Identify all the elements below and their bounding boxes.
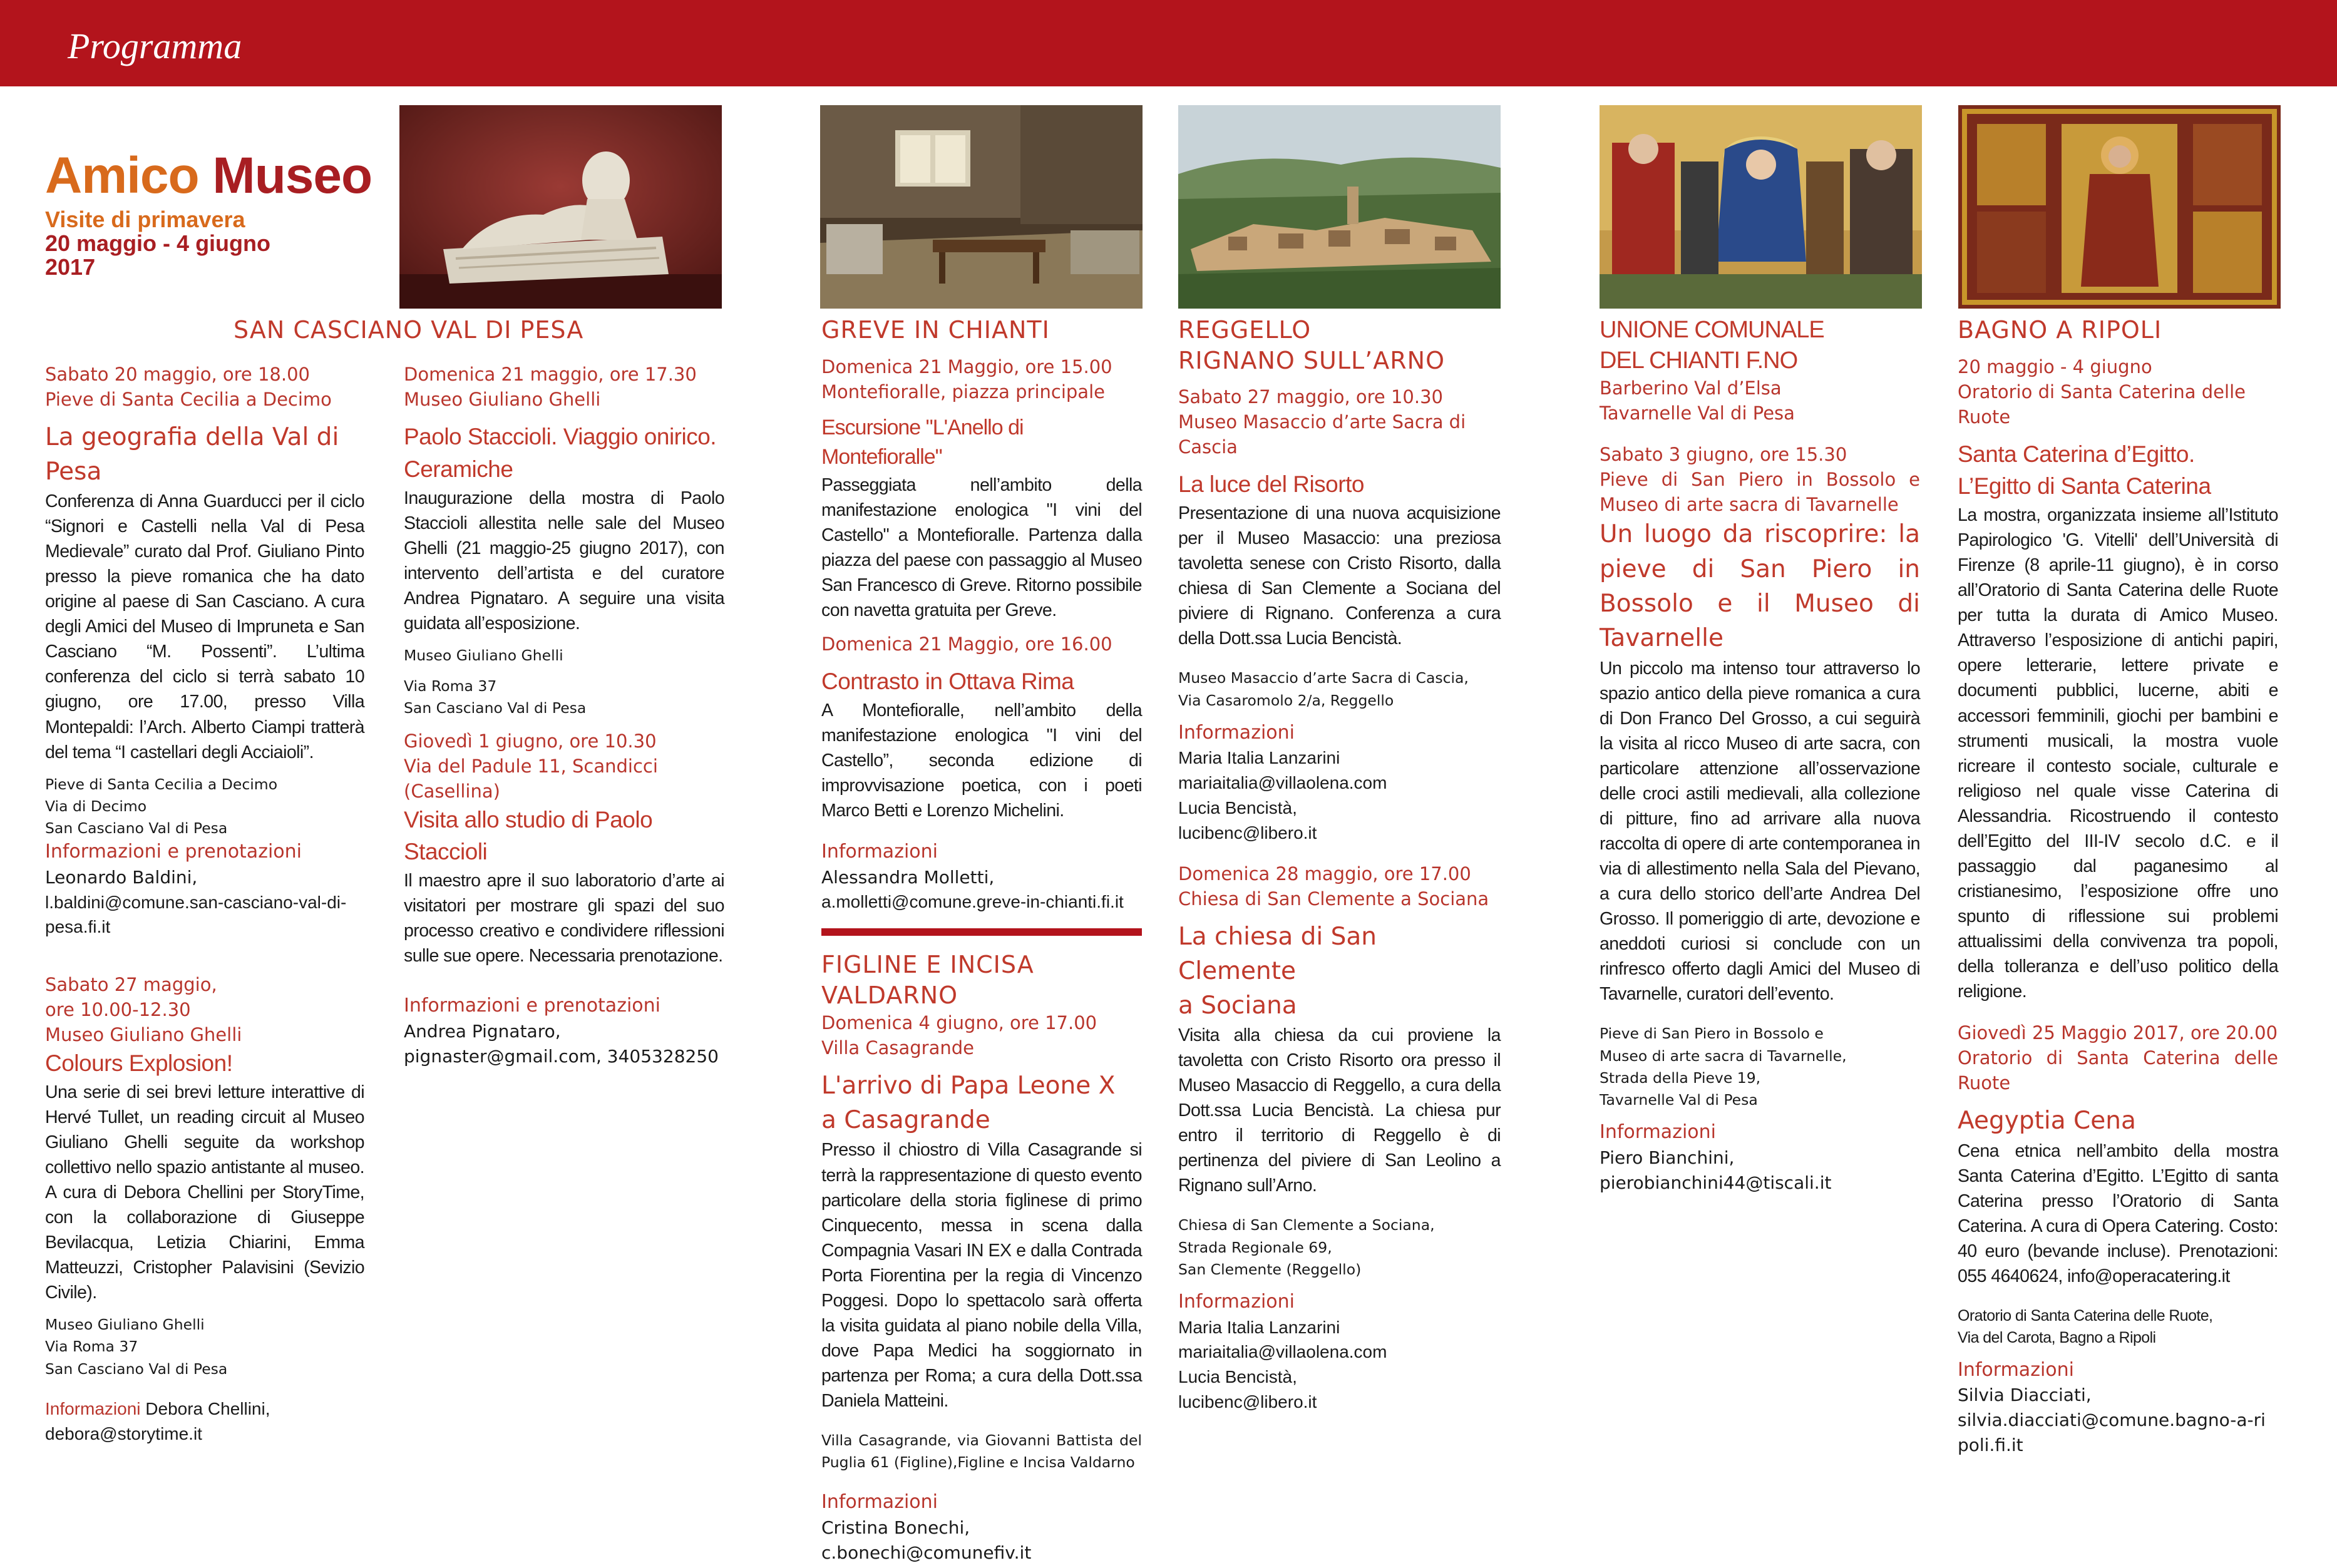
event-description: Visita alla chiesa da cui proviene la tavoletta con Cristo Risorto ora presso il Museo Masaccio di Reggello, a cura della Dott.ssa Lucia Bencistà. La chiesa pur entro il territorio di Reggello è di pertinenza del piviere di San Leolino a Rignano sull’Arno. bbox=[1178, 1025, 1501, 1196]
event-description: Il maestro apre il suo laboratorio d’arte ai visitatori per mostrare gli spazi del suo processo creativo e condividere riflessioni sulle sue opere. Necessaria prenotazione. bbox=[404, 871, 724, 966]
info-label: Informazioni e prenotazioni bbox=[404, 995, 660, 1017]
san-casciano-title-block bbox=[234, 315, 584, 346]
event-title: Escursione "L'Anello di Montefioralle" bbox=[821, 415, 1024, 469]
event-meta: Museo Giuliano Ghelli bbox=[404, 389, 601, 411]
event-meta: Domenica 21 Maggio, ore 15.00 bbox=[821, 356, 1112, 377]
event-title: La chiesa di San Clemente bbox=[1178, 923, 1377, 985]
event-meta: Oratorio di Santa Caterina delle Ruote bbox=[1958, 381, 2246, 428]
event-title: Paolo Staccioli. Viaggio onirico. bbox=[404, 424, 717, 450]
event-title: Pesa bbox=[45, 457, 102, 486]
san-casciano-title: SAN CASCIANO VAL DI PESA bbox=[234, 316, 584, 344]
event-meta: Sabato 3 giugno, ore 15.30 bbox=[1600, 444, 1847, 466]
event-description: Passeggiata nell’ambito della manifestazione enologica "I vini del Castello" a Montefioralle. Partenza dalla piazza del paese con passaggio al Museo San Francesco di Greve. Ritorno possibile con navetta gratuita per Greve. bbox=[821, 474, 1142, 620]
event-meta: Via del Padule 11, Scandicci bbox=[404, 755, 658, 777]
greve-title: GREVE IN CHIANTI bbox=[821, 316, 1050, 344]
logo-name bbox=[45, 147, 383, 204]
event-address: Via del Carota, Bagno a Ripoli bbox=[1958, 1328, 2156, 1346]
hill-town-photo bbox=[1178, 105, 1501, 309]
event-title: Visita allo studio di Paolo bbox=[404, 806, 653, 833]
info-label: Informazioni bbox=[821, 1491, 938, 1514]
etruscan-urn-photo bbox=[399, 105, 722, 309]
event-meta: Sabato 27 maggio, bbox=[45, 974, 217, 996]
event-description: Un piccolo ma intenso tour attraverso lo spazio antico della pieve romanica a cura di Don Franco Del Grosso, a cui seguirà la visita al ricco Museo di arte sacra, con particolare attenzione all’osservazione delle croci astili medievali, alla collezione di pitture, fino ad arrivare alla nuova raccolta di opere di arte contemporanea in via di allestimento nella Sala del Pievano, a cura dello storico dell’arte Andrea Del Grosso. Il pomeriggio di arte, devozione e aneddoti curiosi si conclude con un rinfresco offerto dagli Amici del Museo di Tavarnelle, curatori dell’evento. bbox=[1600, 658, 1920, 1005]
contact-name: Silvia Diacciati, bbox=[1958, 1385, 2092, 1406]
event-meta: Sabato 20 maggio, ore 18.00 bbox=[45, 364, 310, 385]
event-title: Staccioli bbox=[404, 839, 488, 865]
info-label: Informazioni bbox=[1178, 721, 1295, 744]
contact-name: Alessandra Molletti, bbox=[821, 866, 995, 888]
contact-email[interactable]: pignaster@gmail.com, 3405328250 bbox=[404, 1045, 719, 1067]
amico-museo-logo bbox=[45, 147, 383, 280]
event-address: San Casciano Val di Pesa bbox=[45, 819, 228, 838]
reggello-title: REGGELLO bbox=[1178, 316, 1312, 344]
event-meta: Pieve di San Piero in Bossolo e Museo di arte sacra di Tavarnelle bbox=[1600, 469, 1920, 516]
kitchen-interior-photo bbox=[820, 105, 1143, 309]
unione-column bbox=[1600, 315, 1920, 1195]
info-label: Informazioni bbox=[821, 841, 938, 863]
unione-title: UNIONE COMUNALE bbox=[1600, 317, 1824, 343]
event-title: Colours Explosion! bbox=[45, 1050, 233, 1077]
event-address: Via Roma 37 bbox=[45, 1338, 138, 1356]
event-meta: Domenica 21 maggio, ore 17.30 bbox=[404, 364, 697, 385]
contact-email[interactable]: lucibenc@libero.it bbox=[1178, 822, 1317, 843]
event-meta: Sabato 27 maggio, ore 10.30 bbox=[1178, 386, 1443, 408]
event-title: Un luogo da riscoprire: la pieve di San Piero in Bossolo e il Museo di Tavarnelle bbox=[1600, 520, 1920, 653]
event-meta: Oratorio di Santa Caterina delle Ruote bbox=[1958, 1047, 2278, 1094]
logo-name-part2: Museo bbox=[212, 147, 372, 204]
contact-email[interactable]: a.molletti@comune.greve-in-chianti.fi.it bbox=[821, 892, 1124, 912]
contact-email[interactable]: poli.fi.it bbox=[1958, 1434, 2023, 1455]
event-address: Via Casaromolo 2/a, Reggello bbox=[1178, 691, 1394, 709]
madonna-saints-painting bbox=[1600, 105, 1922, 309]
logo-line3: 2017 bbox=[45, 254, 96, 280]
contact-name: Lucia Bencistà, bbox=[1178, 1367, 1297, 1387]
event-address: Oratorio di Santa Caterina delle Ruote, bbox=[1958, 1306, 2213, 1325]
greve-column bbox=[821, 315, 1142, 1565]
unione-subtitle: Barberino Val d’Elsa bbox=[1600, 377, 1782, 399]
logo-name-part1: Amico bbox=[45, 147, 199, 204]
event-address: Tavarnelle Val di Pesa bbox=[1600, 1091, 1758, 1109]
contact-email[interactable]: lucibenc@libero.it bbox=[1178, 1391, 1317, 1412]
event-meta: ore 10.00-12.30 bbox=[45, 999, 191, 1021]
contact-name: Lucia Bencistà, bbox=[1178, 797, 1297, 817]
event-address: Museo di arte sacra di Tavarnelle, bbox=[1600, 1047, 1847, 1065]
reggello-column bbox=[1178, 315, 1501, 1415]
contact-email[interactable]: pierobianchini44@tiscali.it bbox=[1600, 1172, 1832, 1193]
event-address: San Clemente (Reggello) bbox=[1178, 1260, 1362, 1278]
event-description: Una serie di sei brevi letture interattive di Hervé Tullet, un reading circuit al Museo Giuliano Ghelli seguite da workshop collettivo nello spazio antistante al museo. A cura di Debora Chellini per StoryTime, con la collaborazione di Giuseppe Bevilacqua, Letizia Chiarini, Emma Matteuzzi, Cristopher Palavisini (Sevizio Civile). bbox=[45, 1082, 364, 1303]
event-meta: (Casellina) bbox=[404, 780, 500, 802]
event-meta: Montefioralle, piazza principale bbox=[821, 381, 1105, 402]
bagno-column bbox=[1958, 315, 2278, 1457]
event-address: San Casciano Val di Pesa bbox=[404, 699, 587, 717]
event-title: a Sociana bbox=[1178, 991, 1297, 1020]
event-meta: Museo Masaccio d’arte Sacra di Cascia bbox=[1178, 411, 1466, 458]
saint-icon-painting bbox=[1958, 105, 2281, 309]
event-address: Museo Masaccio d’arte Sacra di Cascia, bbox=[1178, 669, 1469, 687]
contact-name: Andrea Pignataro, bbox=[404, 1020, 561, 1042]
event-meta: Domenica 28 maggio, ore 17.00 bbox=[1178, 863, 1471, 885]
san-casciano-col-left bbox=[45, 362, 364, 1446]
event-description: Inaugurazione della mostra di Paolo Staccioli allestita nelle sale del Museo Ghelli (21 maggio-25 giugno 2017), con intervento dell’artista e del curatore Andrea Pignataro. A seguire una visita guidata all’esposizione. bbox=[404, 488, 724, 633]
event-meta: Domenica 4 giugno, ore 17.00 bbox=[821, 1012, 1097, 1034]
event-title: Contrasto in Ottava Rima bbox=[821, 669, 1074, 695]
event-address: San Casciano Val di Pesa bbox=[45, 1360, 228, 1378]
event-description: A Montefioralle, nell’ambito della manifestazione enologica "I vini del Castello”, seconda edizione di improvvisazione poetica, con i poeti Marco Betti e Lorenzo Michelini. bbox=[821, 700, 1142, 821]
section-divider bbox=[821, 928, 1142, 936]
event-description: Conferenza di Anna Guarducci per il ciclo “Signori e Castelli nella Val di Pesa Medievale” curato dal Prof. Giuliano Pinto presso la pieve romanica che ha dato origine al paese di San Casciano. A cura degli Amici del Museo di Impruneta e San Casciano “M. Possenti”. L’ultima conferenza del ciclo si terrà sabato 10 giugno, ore 17.00, presso Villa Montepaldi: l’Arch. Alberto Ciampi tratterà del tema “I castellari degli Acciaioli”. bbox=[45, 491, 364, 762]
event-meta: Giovedì 1 giugno, ore 10.30 bbox=[404, 730, 657, 752]
event-title: L'arrivo di Papa Leone X bbox=[821, 1072, 1116, 1100]
event-address: Via Roma 37 bbox=[404, 677, 497, 695]
event-address: Strada della Pieve 19, bbox=[1600, 1068, 1761, 1087]
san-casciano-col-right bbox=[404, 362, 724, 1068]
event-meta: Domenica 21 Maggio, ore 16.00 bbox=[821, 633, 1112, 655]
event-meta: 20 maggio - 4 giugno bbox=[1958, 356, 2152, 377]
event-title: La luce del Risorto bbox=[1178, 471, 1364, 498]
contact-email[interactable]: debora@storytime.it bbox=[45, 1423, 202, 1443]
event-title: Santa Caterina d’Egitto. bbox=[1958, 441, 2195, 467]
contact-name: Debora Chellini, bbox=[140, 1398, 270, 1418]
unione-title: DEL CHIANTI F.NO bbox=[1600, 347, 1798, 374]
contact-name: Maria Italia Lanzarini bbox=[1178, 748, 1340, 768]
event-meta: Museo Giuliano Ghelli bbox=[45, 1024, 242, 1046]
event-description: Presso il chiostro di Villa Casagrande si terrà la rappresentazione di questo evento particolare della storia figlinese di primo Cinquecento, messa in scena dalla Compagnia Vasari IN EX e dalla Contrada Porta Fiorentina per la regia di Vincenzo Poggesi. Dopo lo spettacolo sarà offerta la visita guidata al piano nobile della Villa, dove Papa Medici ha soggiornato in partenza per Roma; a cura della Dott.ssa Daniela Matteini. bbox=[821, 1140, 1142, 1411]
event-meta: Pieve di Santa Cecilia a Decimo bbox=[45, 389, 332, 411]
logo-line2: 20 maggio - 4 giugno bbox=[45, 230, 271, 256]
contact-name: Leonardo Baldini, bbox=[45, 866, 198, 888]
event-address: Museo Giuliano Ghelli bbox=[404, 646, 563, 664]
event-address: Chiesa di San Clemente a Sociana, bbox=[1178, 1216, 1435, 1234]
event-title: a Casagrande bbox=[821, 1105, 990, 1134]
info-label: Informazioni bbox=[1958, 1358, 2074, 1381]
event-meta: Giovedì 25 Maggio 2017, ore 20.00 bbox=[1958, 1022, 2278, 1043]
info-label: Informazioni bbox=[45, 1398, 141, 1418]
unione-subtitle: Tavarnelle Val di Pesa bbox=[1600, 402, 1795, 424]
info-label: Informazioni e prenotazioni bbox=[45, 841, 302, 863]
figline-title: FIGLINE E INCISA VALDARNO bbox=[821, 951, 1034, 1009]
event-address: Museo Giuliano Ghelli bbox=[45, 1316, 205, 1334]
event-address: Pieve di San Piero in Bossolo e bbox=[1600, 1025, 1824, 1043]
event-meta: Chiesa di San Clemente a Sociana bbox=[1178, 888, 1489, 910]
event-title: Ceramiche bbox=[404, 456, 513, 482]
contact-email[interactable]: mariaitalia@villaolena.com bbox=[1178, 1342, 1387, 1362]
event-meta: Villa Casagrande bbox=[821, 1037, 974, 1059]
contact-line bbox=[45, 1396, 364, 1422]
logo-subtitle bbox=[45, 208, 383, 279]
event-address: Via di Decimo bbox=[45, 797, 147, 815]
event-address: Strada Regionale 69, bbox=[1178, 1238, 1332, 1256]
event-address: Pieve di Santa Cecilia a Decimo bbox=[45, 775, 278, 793]
contact-name: Piero Bianchini, bbox=[1600, 1147, 1735, 1168]
contact-email[interactable]: silvia.diacciati@comune.bagno-a-ri bbox=[1958, 1409, 2266, 1430]
event-address: Villa Casagrande, via Giovanni Battista del Puglia 61 (Figline),Figline e Incisa Valdarno bbox=[821, 1431, 1142, 1472]
contact-email[interactable]: c.bonechi@comunefiv.it bbox=[821, 1542, 1032, 1563]
event-title: Aegyptia Cena bbox=[1958, 1106, 2136, 1135]
header-bar bbox=[0, 0, 2337, 86]
event-description: Cena etnica nell’ambito della mostra Santa Caterina d’Egitto. L’Egitto di santa Caterina presso l’Oratorio di Santa Caterina. A cura di Opera Catering. Costo: 40 euro (bevande incluse). Prenotazioni: 055 4640624, info@operacatering.it bbox=[1958, 1140, 2278, 1286]
event-description: Presentazione di una nuova acquisizione per il Museo Masaccio: una preziosa tavoletta senese con Cristo Risorto, dalla chiesa di San Clemente a Sociana del piviere di Rignano. Conferenza a cura della Dott.ssa Lucia Bencistà. bbox=[1178, 503, 1501, 649]
contact-email[interactable]: l.baldini@comune.san-casciano-val-di-pesa.fi.it bbox=[45, 892, 347, 937]
bagno-title: BAGNO A RIPOLI bbox=[1958, 316, 2162, 344]
contact-name: Maria Italia Lanzarini bbox=[1178, 1317, 1340, 1337]
logo-line1: Visite di primavera bbox=[45, 207, 245, 232]
info-label: Informazioni bbox=[1600, 1121, 1716, 1144]
header-title: Programma bbox=[68, 26, 242, 66]
rignano-title: RIGNANO SULL’ARNO bbox=[1178, 346, 1445, 374]
event-description: La mostra, organizzata insieme all’Istituto Papirologico 'G. Vitelli' dell’Università di Firenze (8 aprile-11 giugno), è in corso all’Oratorio di Santa Caterina delle Ruote per tutta la durata di Amico Museo. Attraverso l’esposizione di antichi papiri, opere letterarie, lettere private e documenti pubblici, lucerne, abiti e accessori femminili, giochi per bambini e strumenti musicali, la mostra vuole ricreare il contesto sociale, culturale e religioso nel quale visse Caterina di Alessandria. Ricostruendo il contesto dell’Egitto del III-IV secolo d.C. e il passaggio dal paganesimo al cristianesimo, l’esposizione offre uno spunto di riflessione sui problemi attualissimi della convivenza tra popoli, della tolleranza e dell’uso politico della religione. bbox=[1958, 505, 2278, 1002]
info-label: Informazioni bbox=[1178, 1291, 1295, 1313]
event-title: L’Egitto di Santa Caterina bbox=[1958, 473, 2211, 500]
contact-email[interactable]: mariaitalia@villaolena.com bbox=[1178, 773, 1387, 793]
contact-name: Cristina Bonechi, bbox=[821, 1517, 970, 1538]
event-title: La geografia della Val di bbox=[45, 423, 339, 452]
